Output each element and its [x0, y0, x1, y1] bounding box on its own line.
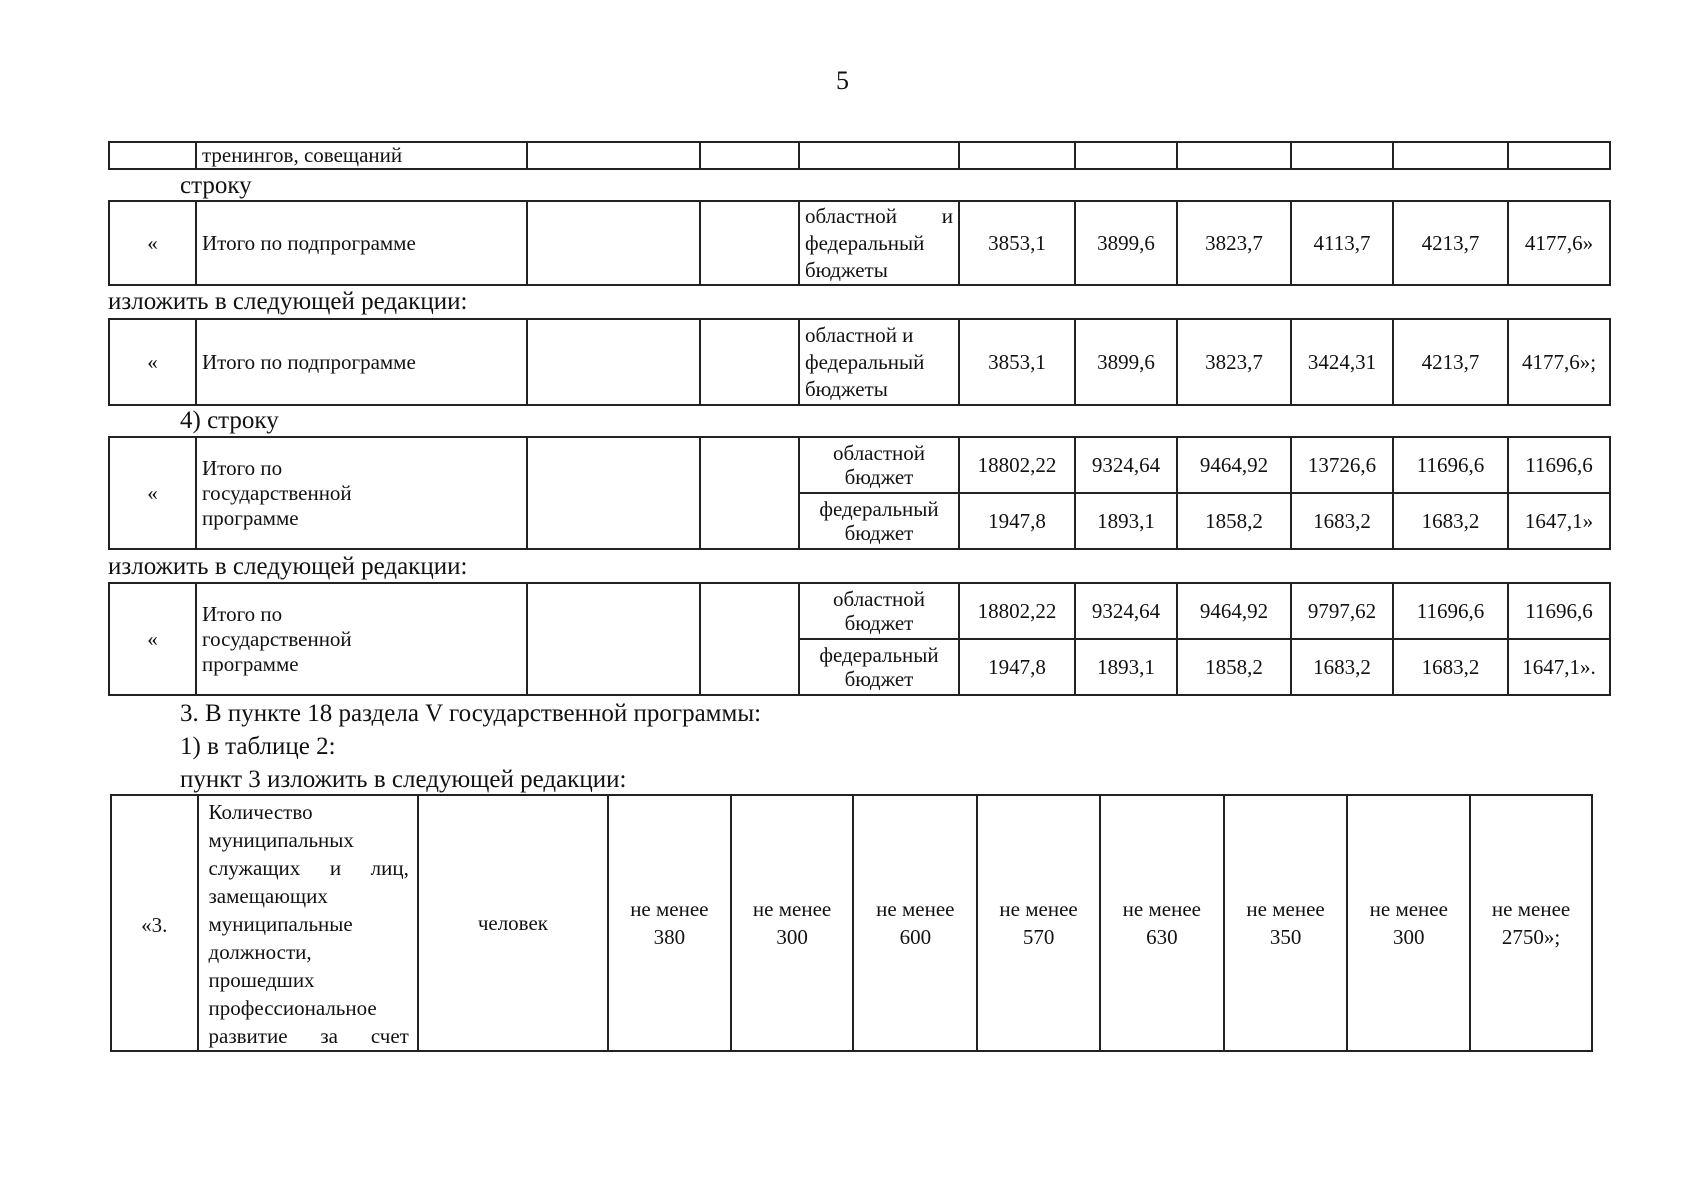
value-cell: 4177,6»; [1508, 319, 1610, 405]
source-cell [799, 493, 959, 549]
value-cell: 4177,6» [1508, 201, 1610, 285]
table-cell [527, 201, 700, 285]
value-cell: 1858,2 [1177, 639, 1291, 695]
value-cell: 9324,64 [1075, 583, 1177, 639]
source-cell [799, 201, 959, 285]
source-line: федеральный [805, 230, 925, 255]
value-prefix: не менее [1491, 897, 1571, 921]
table-cell [1177, 142, 1291, 169]
table-cell [1075, 142, 1177, 169]
value-cell: 4213,7 [1393, 319, 1508, 405]
value-cell: 9797,62 [1291, 583, 1393, 639]
text-p3-1: 1) в таблице 2: [180, 733, 336, 760]
table-cell [700, 319, 799, 405]
table-row [111, 795, 1592, 1051]
value-cell: 1683,2 [1291, 639, 1393, 695]
table-row [109, 201, 1610, 285]
label-line: муниципальных [208, 828, 354, 852]
value-cell: 1893,1 [1075, 493, 1177, 549]
source-line: областной и [805, 203, 953, 228]
row-label: Итого по подпрограмме [196, 201, 527, 285]
value-cell: 9464,92 [1177, 437, 1291, 493]
value-cell: 3899,6 [1075, 201, 1177, 285]
value-prefix: не менее [876, 897, 955, 921]
value-cell: 3823,7 [1177, 319, 1291, 405]
value-cell [731, 795, 854, 1051]
value-cell: 4113,7 [1291, 201, 1393, 285]
table-cell [527, 583, 700, 695]
table-cell [109, 142, 196, 169]
source-line: федеральный [805, 349, 925, 374]
source-line: федеральный [819, 643, 939, 667]
label-line: государственной [202, 626, 352, 651]
label-line: должности, [208, 940, 312, 964]
table-row [109, 583, 1610, 639]
value-cell: 13726,6 [1291, 437, 1393, 493]
text-p3-2: пункт 3 изложить в следующей редакции: [180, 766, 627, 793]
value-cell [1100, 795, 1224, 1051]
source-line: областной [833, 587, 925, 611]
source-cell [799, 583, 959, 639]
source-line: бюджеты [805, 257, 888, 282]
table-cell [527, 437, 700, 549]
value-number: 350 [1269, 925, 1302, 949]
value-cell: 3853,1 [959, 201, 1075, 285]
value-cell: 1647,1» [1508, 493, 1610, 549]
value-cell [977, 795, 1100, 1051]
value-cell: 1647,1». [1508, 639, 1610, 695]
value-number: 630 [1146, 925, 1178, 949]
value-cell: 18802,22 [959, 437, 1075, 493]
source-cell [799, 639, 959, 695]
table-cell [527, 142, 700, 169]
table-fragment [108, 141, 1611, 170]
value-cell: 18802,22 [959, 583, 1075, 639]
table-cell [959, 142, 1075, 169]
label-line: программе [202, 505, 299, 530]
fragment-label: тренингов, совещаний [196, 142, 527, 169]
text-4-stroku: 4) строку [180, 407, 279, 434]
label-line: муниципальные [208, 912, 353, 936]
value-cell: 3823,7 [1177, 201, 1291, 285]
value-cell [1224, 795, 1348, 1051]
value-prefix: не менее [1122, 897, 1201, 921]
value-number: 2750»; [1501, 925, 1561, 949]
source-line: бюджет [844, 521, 914, 545]
value-cell: 11696,6 [1508, 437, 1610, 493]
value-number: 570 [1022, 925, 1055, 949]
value-prefix: не менее [752, 897, 832, 921]
value-number: 600 [899, 925, 932, 949]
quote-mark: « [109, 319, 196, 405]
row-label [196, 583, 527, 695]
table-cell [1291, 142, 1393, 169]
label-line: замещающих [208, 884, 328, 908]
table-cell [700, 142, 799, 169]
value-cell: 1947,8 [959, 493, 1075, 549]
value-cell: 3899,6 [1075, 319, 1177, 405]
text-p3: 3. В пункте 18 раздела V государственной программы: [180, 700, 762, 727]
label-line: развитие за счет [208, 1024, 409, 1048]
value-cell: 1893,1 [1075, 639, 1177, 695]
source-line: областной и [805, 322, 914, 347]
value-cell [1470, 795, 1592, 1051]
label-line: программе [202, 651, 299, 676]
value-number: 300 [1393, 925, 1425, 949]
value-cell: 9464,92 [1177, 583, 1291, 639]
source-line: бюджеты [805, 376, 888, 401]
value-cell: 1683,2 [1393, 639, 1508, 695]
value-cell: 11696,6 [1393, 437, 1508, 493]
source-line: областной [833, 441, 925, 465]
value-prefix: не менее [999, 897, 1078, 921]
label-line: Итого по [202, 601, 283, 626]
row-label [196, 437, 527, 549]
table-old-state [108, 436, 1611, 550]
label-line: прошедших [208, 968, 315, 992]
text-izlozhit-2: изложить в следующей редакции: [108, 553, 468, 580]
value-cell: 1683,2 [1393, 493, 1508, 549]
table-row [109, 142, 1610, 169]
quote-mark: « [109, 437, 196, 549]
label-line: государственной [202, 480, 352, 505]
value-cell [608, 795, 731, 1051]
source-line: бюджет [844, 667, 914, 691]
value-cell: 11696,6 [1508, 583, 1610, 639]
source-line: бюджет [844, 611, 914, 635]
table-cell [799, 142, 959, 169]
item-number: «3. [111, 795, 198, 1051]
source-line: федеральный [819, 497, 939, 521]
value-cell: 9324,64 [1075, 437, 1177, 493]
unit-cell: человек [418, 795, 608, 1051]
table-row [109, 437, 1610, 493]
value-cell: 1683,2 [1291, 493, 1393, 549]
source-cell [799, 319, 959, 405]
value-cell: 3853,1 [959, 319, 1075, 405]
table-item-3 [110, 794, 1593, 1052]
table-cell [527, 319, 700, 405]
value-cell [1347, 795, 1470, 1051]
text-izlozhit-1: изложить в следующей редакции: [108, 288, 468, 315]
table-cell [700, 437, 799, 549]
quote-mark: « [109, 583, 196, 695]
label-line: Итого по [202, 455, 283, 480]
table-cell [1393, 142, 1508, 169]
source-cell [799, 437, 959, 493]
value-number: 380 [653, 925, 686, 949]
row-label [198, 795, 418, 1051]
table-old-subprogram [108, 200, 1611, 286]
text-stroku: строку [180, 172, 252, 199]
value-cell [853, 795, 977, 1051]
source-line: бюджет [844, 465, 914, 489]
value-cell: 11696,6 [1393, 583, 1508, 639]
table-new-state [108, 582, 1611, 696]
value-cell: 1858,2 [1177, 493, 1291, 549]
value-prefix: не менее [1369, 897, 1448, 921]
value-cell: 3424,31 [1291, 319, 1393, 405]
value-cell: 1947,8 [959, 639, 1075, 695]
value-prefix: не менее [1246, 897, 1325, 921]
label-line: профессиональное [208, 996, 377, 1020]
table-cell [700, 201, 799, 285]
row-label: Итого по подпрограмме [196, 319, 527, 405]
quote-mark: « [109, 201, 196, 285]
label-line: служащих и лиц, [208, 856, 409, 880]
table-row [109, 319, 1610, 405]
table-cell [1508, 142, 1610, 169]
label-line: Количество [208, 800, 313, 824]
table-new-subprogram [108, 318, 1611, 406]
value-cell: 4213,7 [1393, 201, 1508, 285]
value-prefix: не менее [630, 897, 709, 921]
table-cell [700, 583, 799, 695]
value-number: 300 [776, 925, 808, 949]
page-number: 5 [836, 66, 849, 95]
